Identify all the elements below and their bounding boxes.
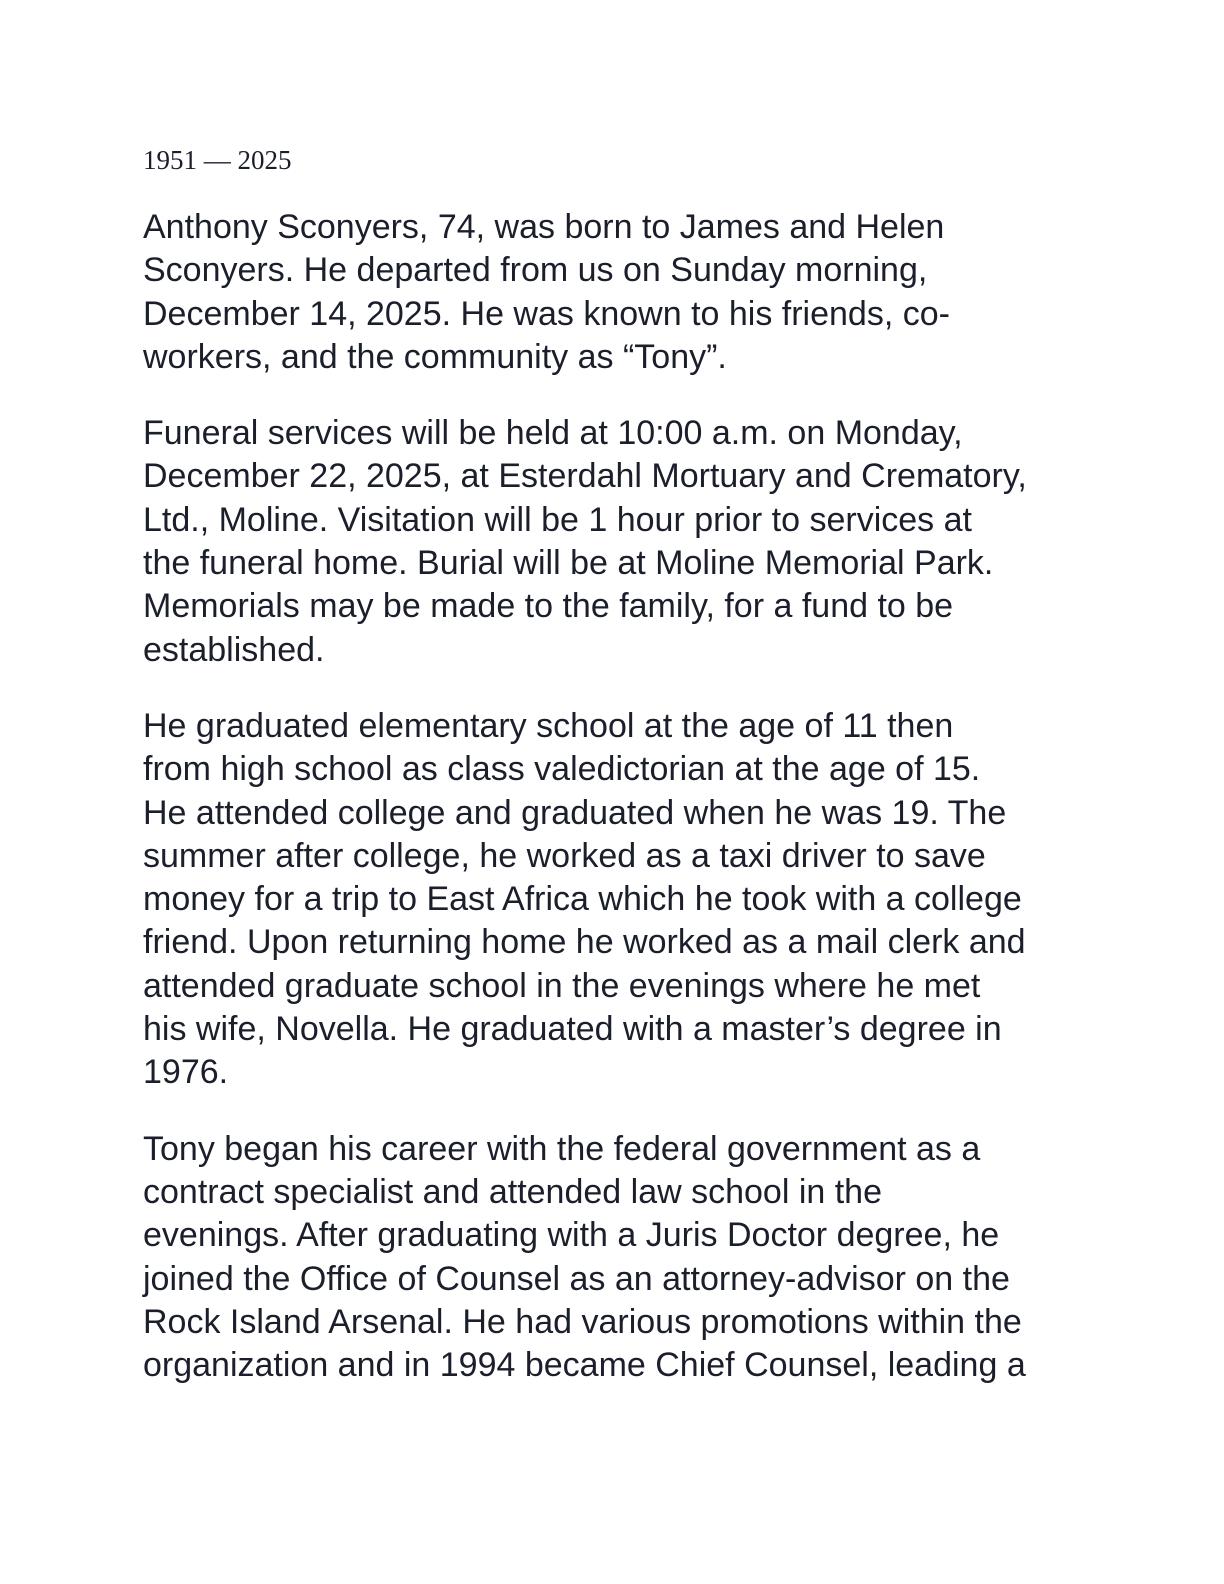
- text-line: attended graduate school in the evenings where he met: [143, 966, 981, 1005]
- text-line: the funeral home. Burial will be at Moline Memorial Park.: [143, 544, 994, 583]
- text-line: Rock Island Arsenal. He had various promotions within the: [143, 1302, 1022, 1341]
- text-line: contract specialist and attended law school in the: [143, 1172, 883, 1211]
- text-line: Anthony Sconyers, 74, was born to James and Helen: [143, 208, 945, 246]
- text-line: summer after college, he worked as a taxi driver to save: [143, 836, 986, 875]
- text-line: money for a trip to East Africa which he took with a college: [143, 880, 1022, 919]
- text-line: evenings. After graduating with a Juris Doctor degree, he: [143, 1216, 1000, 1255]
- text-line: workers, and the community as “Tony”.: [143, 337, 727, 376]
- text-line: December 14, 2025. He was known to his friends, co-: [143, 294, 950, 333]
- text-line: Funeral services will be held at 10:00 a.m. on Monday,: [143, 414, 963, 453]
- text-line: organization and in 1994 became Chief Counsel, leading a: [143, 1346, 1026, 1385]
- text-line: established.: [143, 630, 325, 669]
- text-line: from high school as class valedictorian at the age of 15.: [143, 750, 981, 789]
- text-line: December 22, 2025, at Esterdahl Mortuary and Crematory,: [143, 457, 1027, 496]
- paragraph-funeral-services: [143, 412, 1083, 672]
- paragraph-education: [143, 705, 1083, 1095]
- obituary-page: [143, 140, 1083, 1420]
- paragraph-birth: [143, 206, 1083, 379]
- text-line: 1976.: [143, 1053, 229, 1092]
- text-line: friend. Upon returning home he worked as a mail clerk and: [143, 923, 1026, 962]
- text-line: Sconyers. He departed from us on Sunday morning,: [143, 251, 928, 290]
- text-line: Tony began his career with the federal government as a: [143, 1129, 981, 1168]
- life-dates: 1951 — 2025: [143, 145, 292, 175]
- text-line: Memorials may be made to the family, for a fund to be: [143, 587, 954, 626]
- text-line: his wife, Novella. He graduated with a master’s degree in: [143, 1010, 1002, 1049]
- text-line: He attended college and graduated when he was 19. The: [143, 793, 1007, 832]
- paragraph-career: [143, 1128, 1083, 1388]
- text-line: joined the Office of Counsel as an attorney-advisor on the: [143, 1259, 1010, 1298]
- text-line: Ltd., Moline. Visitation will be 1 hour prior to services at: [143, 500, 972, 539]
- text-line: He graduated elementary school at the age of 11 then: [143, 706, 954, 745]
